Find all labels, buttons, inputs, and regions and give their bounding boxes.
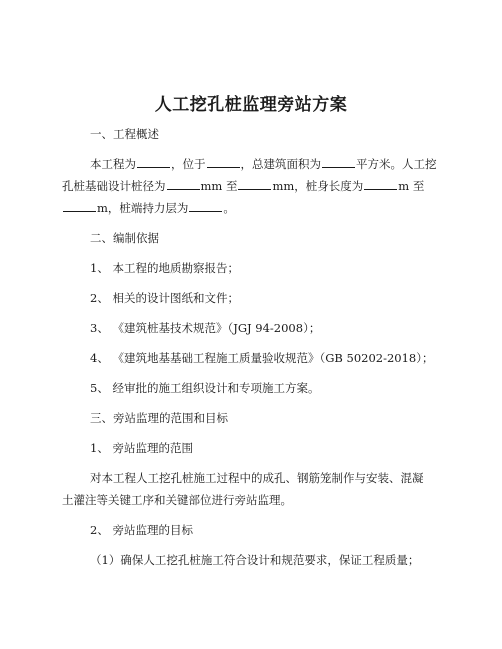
overview-text: 。 — [223, 201, 235, 215]
goal-item-1: （1）确保人工挖孔桩施工符合设计和规范要求，保证工程质量； — [90, 553, 420, 567]
overview-text: 本工程为 — [90, 157, 136, 171]
basis-item-2: 2、 相关的设计图纸和文件； — [90, 291, 239, 305]
overview-text: m 至 — [398, 179, 425, 193]
blank-field — [207, 156, 240, 168]
overview-text: 孔桩基础设计桩径为 — [62, 179, 166, 193]
overview-text: m，桩端持力层为 — [97, 201, 189, 215]
basis-item-3: 3、 《建筑桩基技术规范》（JGJ 94-2008）； — [90, 321, 321, 335]
overview-text: mm 至 — [200, 179, 238, 193]
blank-field — [63, 200, 96, 212]
section-3-heading: 三、旁站监理的范围和目标 — [90, 411, 228, 425]
basis-item-4: 4、 《建筑地基基础工程施工质量验收规范》（GB 50202-2018）； — [90, 351, 434, 365]
document-title: 人工挖孔桩监理旁站方案 — [154, 95, 348, 115]
blank-field — [189, 200, 222, 212]
overview-text: 平方米。人工挖 — [356, 157, 437, 171]
scope-paragraph-line-2: 土灌注等关键工序和关键部位进行旁站监理。 — [62, 493, 292, 507]
blank-field — [364, 178, 397, 190]
blank-field — [322, 156, 355, 168]
basis-item-5: 5、 经审批的施工组织设计和专项施工方案。 — [90, 381, 320, 395]
section-3-1-heading: 1、 旁站监理的范围 — [90, 441, 193, 455]
overview-text: ，总建筑面积为 — [240, 157, 321, 171]
overview-text: ，位于 — [171, 157, 206, 171]
overview-text: mm，桩身长度为 — [272, 179, 364, 193]
overview-line-1 — [90, 156, 437, 172]
blank-field — [137, 156, 170, 168]
section-3-2-heading: 2、 旁站监理的目标 — [90, 523, 193, 537]
basis-item-1: 1、 本工程的地质勘察报告； — [90, 261, 239, 275]
blank-field — [238, 178, 271, 190]
overview-line-3 — [62, 200, 235, 216]
section-1-heading: 一、工程概述 — [90, 127, 159, 141]
scope-paragraph-line-1: 对本工程人工挖孔桩施工过程中的成孔、钢筋笼制作与安装、混凝 — [90, 471, 424, 485]
overview-line-2 — [62, 178, 424, 194]
section-2-heading: 二、编制依据 — [90, 231, 159, 245]
blank-field — [167, 178, 200, 190]
